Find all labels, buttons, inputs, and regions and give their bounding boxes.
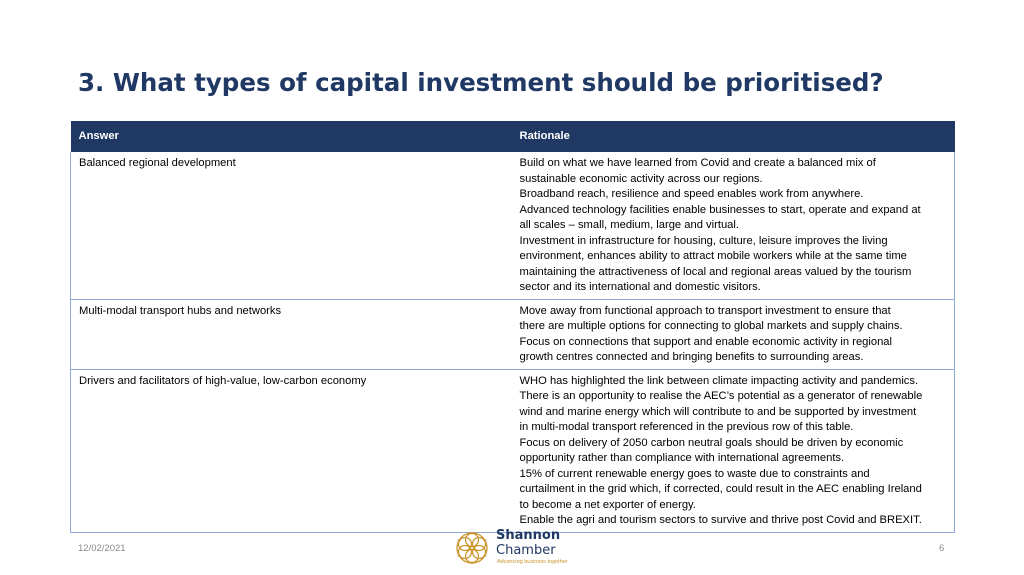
- answer-cell: Drivers and facilitators of high-value, low-carbon economy: [71, 369, 512, 532]
- rationale-line: wind and marine energy which will contribute to and be supported by investment: [519, 405, 917, 418]
- rationale-line: 15% of current renewable energy goes to waste due to constraints and: [519, 467, 870, 480]
- rationale-line: there are multiple options for connecting to global markets and supply chains.: [519, 320, 903, 332]
- shannon-chamber-logo: [452, 528, 582, 570]
- table-row: [71, 152, 955, 299]
- rationale-line: to become a net exporter of energy.: [519, 498, 696, 511]
- rationale-cell: [512, 369, 955, 532]
- logo-sub: Chamber: [496, 543, 556, 558]
- rationale-cell: [512, 152, 955, 299]
- rationale-line: in multi-modal transport referenced in the previous row of this table.: [519, 421, 854, 433]
- rationale-line: Advanced technology facilities enable businesses to start, operate and expand at: [519, 203, 921, 216]
- rationale-line: Enable the agri and tourism sectors to survive and thrive post Covid and BREXIT.: [519, 514, 922, 526]
- table-row: [71, 299, 955, 369]
- rationale-line: opportunity rather than compliance with international agreements.: [519, 452, 845, 464]
- footer-date: 12/02/2021: [78, 543, 126, 554]
- answer-cell: Balanced regional development: [71, 152, 512, 299]
- rationale-line: Broadband reach, resilience and speed enables work from anywhere.: [519, 188, 864, 200]
- header-answer: Answer: [71, 121, 512, 152]
- logo-tagline: Advancing business together: [497, 559, 568, 565]
- rationale-line: WHO has highlighted the link between climate impacting activity and pandemics.: [519, 374, 919, 387]
- rationale-line: maintaining the attractiveness of local and regional areas valued by the tourism: [519, 265, 912, 278]
- rationale-line: sustainable economic activity across our regions.: [519, 172, 763, 185]
- rationale-line: Investment in infrastructure for housing, culture, leisure improves the living: [519, 234, 888, 247]
- rationale-line: all scales – small, medium, large and virtual.: [519, 219, 739, 231]
- rationale-line: sector and its international and domestic visitors.: [519, 281, 761, 293]
- rationale-line: Focus on delivery of 2050 carbon neutral goals should be driven by economic: [519, 436, 904, 449]
- rationale-line: environment, enhances ability to attract mobile workers while at the same time: [519, 250, 907, 262]
- rationale-line: Build on what we have learned from Covid and create a balanced mix of: [519, 157, 876, 169]
- rationale-line: curtailment in the grid which, if corrected, could result in the AEC enabling Ireland: [519, 483, 922, 495]
- rationale-cell: [512, 299, 955, 369]
- shannon-chamber-emblem-icon: [452, 528, 492, 568]
- logo-name: Shannon: [496, 528, 561, 543]
- rationale-line: Move away from functional approach to transport investment to ensure that: [519, 304, 891, 317]
- slide-title: 3. What types of capital investment should be prioritised?: [78, 68, 884, 97]
- answers-table-container: [70, 121, 954, 533]
- table-header-row: [71, 121, 955, 152]
- page-number: 6: [939, 543, 945, 554]
- answers-table: [70, 121, 955, 533]
- rationale-line: Focus on connections that support and enable economic activity in regional: [519, 335, 893, 348]
- rationale-line: There is an opportunity to realise the AEC’s potential as a generator of renewable: [519, 390, 923, 402]
- answer-cell: Multi-modal transport hubs and networks: [71, 299, 512, 369]
- table-row: [71, 369, 955, 532]
- header-rationale: Rationale: [512, 121, 955, 152]
- rationale-line: growth centres connected and bringing benefits to surrounding areas.: [519, 351, 864, 363]
